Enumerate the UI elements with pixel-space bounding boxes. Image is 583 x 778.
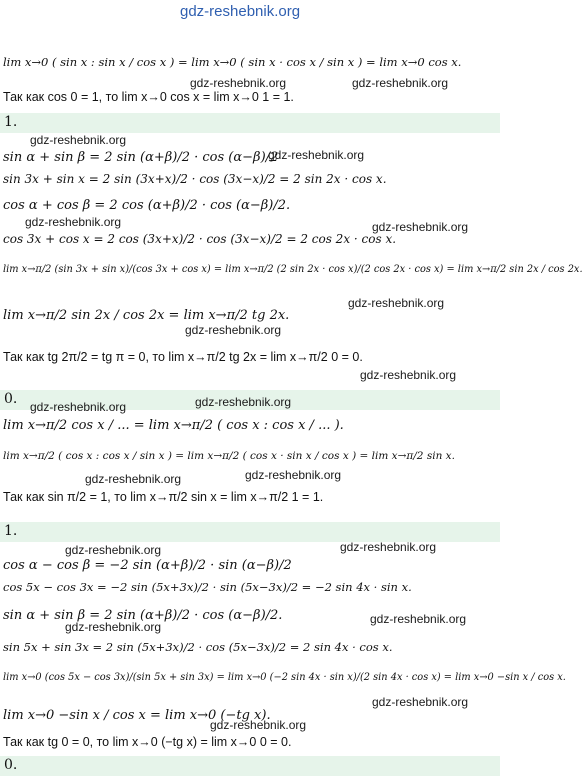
watermark: gdz-reshebnik.org	[340, 540, 437, 554]
watermark: gdz-reshebnik.org	[245, 468, 342, 482]
formula-line: cos α + cos β = 2 cos (α+β)/2 · cos (α−β)/2.	[3, 198, 291, 213]
answer-value: 1.	[4, 114, 18, 130]
formula-line: lim x→0 ( sin x : sin x / cos x ) = lim x→0 ( sin x · cos x / sin x ) = lim x→0 cos x.	[3, 55, 462, 69]
conclusion-text: Так как cos 0 = 1, то lim x→0 cos x = lim x→0 1 = 1.	[3, 90, 294, 104]
formula-line: lim x→0 (cos 5x − cos 3x)/(sin 5x + sin 3x) = lim x→0 (−2 sin 4x · sin x)/(2 sin 4x · cos x) = lim x→0 −sin x / cos x.	[3, 672, 566, 683]
watermark: gdz-reshebnik.org	[65, 543, 162, 557]
watermark: gdz-reshebnik.org	[372, 220, 469, 234]
answer-bar	[0, 113, 500, 133]
conclusion-text: Так как tg 2π/2 = tg π = 0, то lim x→π/2 tg 2x = lim x→π/2 0 = 0.	[3, 350, 363, 364]
watermark: gdz-reshebnik.org	[30, 133, 127, 147]
watermark: gdz-reshebnik.org	[348, 296, 445, 310]
formula-line: lim x→π/2 (sin 3x + sin x)/(cos 3x + cos x) = lim x→π/2 (2 sin 2x · cos x)/(2 cos 2x · cos x) = lim x→π/2 sin 2x / cos 2x.	[3, 264, 583, 275]
formula-line: lim x→π/2 cos x / ... = lim x→π/2 ( cos x : cos x / ... ).	[3, 418, 344, 433]
watermark: gdz-reshebnik.org	[85, 472, 182, 486]
watermark: gdz-reshebnik.org	[25, 215, 122, 229]
conclusion-text: Так как sin π/2 = 1, то lim x→π/2 sin x = lim x→π/2 1 = 1.	[3, 490, 324, 504]
formula-line: cos α − cos β = −2 sin (α+β)/2 · sin (α−β)/2	[3, 558, 292, 573]
formula-line: lim x→π/2 sin 2x / cos 2x = lim x→π/2 tg 2x.	[3, 308, 290, 323]
watermark: gdz-reshebnik.org	[210, 718, 307, 732]
watermark: gdz-reshebnik.org	[190, 76, 287, 90]
formula-line: cos 3x + cos x = 2 cos (3x+x)/2 · cos (3x−x)/2 = 2 cos 2x · cos x.	[3, 232, 397, 246]
formula-line: lim x→0 −sin x / cos x = lim x→0 (−tg x).	[3, 708, 271, 723]
formula-line: sin 3x + sin x = 2 sin (3x+x)/2 · cos (3x−x)/2 = 2 sin 2x · cos x.	[3, 172, 387, 186]
formula-line: sin α + sin β = 2 sin (α+β)/2 · cos (α−β)/2	[3, 150, 279, 165]
answer-bar	[0, 756, 500, 776]
watermark: gdz-reshebnik.org	[195, 395, 292, 409]
answer-value: 0.	[4, 391, 18, 407]
watermark: gdz-reshebnik.org	[360, 368, 457, 382]
answer-value: 1.	[4, 523, 18, 539]
watermark: gdz-reshebnik.org	[30, 400, 127, 414]
watermark: gdz-reshebnik.org	[185, 323, 282, 337]
site-watermark-top: gdz-reshebnik.org	[180, 3, 301, 20]
answer-value: 0.	[4, 757, 18, 773]
formula-line: lim x→π/2 ( cos x : cos x / sin x ) = lim x→π/2 ( cos x · sin x / cos x ) = lim x→π/2 sin x.	[3, 450, 455, 462]
conclusion-text: Так как tg 0 = 0, то lim x→0 (−tg x) = lim x→0 0 = 0.	[3, 735, 292, 749]
formula-line: cos 5x − cos 3x = −2 sin (5x+3x)/2 · sin (5x−3x)/2 = −2 sin 4x · sin x.	[3, 580, 412, 594]
watermark: gdz-reshebnik.org	[65, 620, 162, 634]
watermark: gdz-reshebnik.org	[268, 148, 365, 162]
watermark: gdz-reshebnik.org	[372, 695, 469, 709]
formula-line: sin 5x + sin 3x = 2 sin (5x+3x)/2 · cos (5x−3x)/2 = 2 sin 4x · cos x.	[3, 640, 393, 654]
answer-bar	[0, 522, 500, 542]
formula-line: sin α + sin β = 2 sin (α+β)/2 · cos (α−β)/2.	[3, 608, 283, 623]
watermark: gdz-reshebnik.org	[352, 76, 449, 90]
watermark: gdz-reshebnik.org	[370, 612, 467, 626]
